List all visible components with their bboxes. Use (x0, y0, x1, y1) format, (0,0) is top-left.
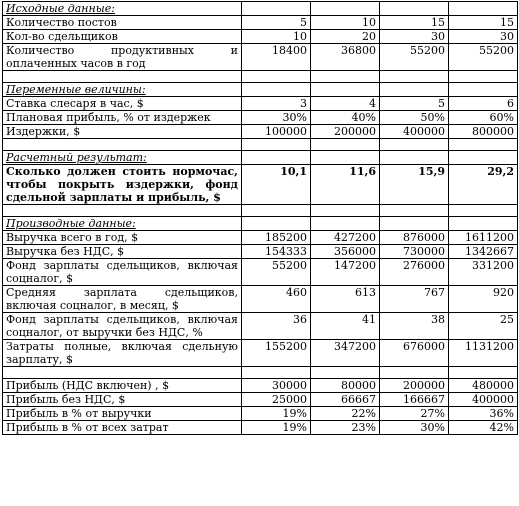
row-label: Средняя зарплата сдельщиков, включая соцналог, в месяц, $ (3, 286, 242, 313)
cell-value: 23% (311, 421, 380, 435)
cell-value: 200000 (380, 379, 449, 393)
cell-value: 18400 (242, 44, 311, 71)
cell-value: 276000 (380, 259, 449, 286)
table-row-total-costs (3, 340, 518, 367)
cell-value: 11,6 (311, 165, 380, 205)
cell-value: 331200 (449, 259, 518, 286)
cell-value: 36800 (311, 44, 380, 71)
cell-value: 66667 (311, 393, 380, 407)
table-row-profit-novat (3, 393, 518, 407)
cell-value: 55200 (242, 259, 311, 286)
section-row-initial (3, 2, 518, 16)
cell-value: 30000 (242, 379, 311, 393)
cell-value: 155200 (242, 340, 311, 367)
section-row-result (3, 151, 518, 165)
cell-value: 30 (380, 30, 449, 44)
row-label: Ставка слесаря в час, $ (3, 97, 242, 111)
row-label: Прибыль без НДС, $ (3, 393, 242, 407)
row-label: Затраты полные, включая сдельную зарплату, $ (3, 340, 242, 367)
row-label: Прибыль в % от выручки (3, 407, 242, 421)
cell-value: 1611200 (449, 231, 518, 245)
cell-value: 1131200 (449, 340, 518, 367)
cost-calculation-table (2, 1, 518, 435)
cell-value: 27% (380, 407, 449, 421)
cell-value: 427200 (311, 231, 380, 245)
table-row-profit-pct-revenue (3, 407, 518, 421)
row-label: Кол-во сдельщиков (3, 30, 242, 44)
cell-value: 22% (311, 407, 380, 421)
cell-value: 30% (242, 111, 311, 125)
cell-value: 15 (449, 16, 518, 30)
cell-value: 50% (380, 111, 449, 125)
cell-value: 147200 (311, 259, 380, 286)
section-row-derived (3, 217, 518, 231)
table-row-norm-hour (3, 165, 518, 205)
row-label: Прибыль в % от всех затрат (3, 421, 242, 435)
cell-value: 20 (311, 30, 380, 44)
cell-value: 40% (311, 111, 380, 125)
table-row-planned-profit (3, 111, 518, 125)
cell-value: 36 (242, 313, 311, 340)
cell-value: 460 (242, 286, 311, 313)
cell-value: 10 (242, 30, 311, 44)
cell-value: 38 (380, 313, 449, 340)
section-heading-initial: Исходные данные: (6, 2, 115, 15)
spacer-row (3, 139, 518, 151)
cell-value: 613 (311, 286, 380, 313)
cell-value: 30 (449, 30, 518, 44)
row-label: Количество постов (3, 16, 242, 30)
table-row-revenue-novat (3, 245, 518, 259)
cell-value: 730000 (380, 245, 449, 259)
table-row-profit-pct-costs (3, 421, 518, 435)
cell-value: 3 (242, 97, 311, 111)
cell-value: 15 (380, 16, 449, 30)
cell-value: 80000 (311, 379, 380, 393)
row-label: Фонд зарплаты сдельщиков, включая соцналог, от выручки без НДС, % (3, 313, 242, 340)
cell-value: 41 (311, 313, 380, 340)
row-label: Издержки, $ (3, 125, 242, 139)
cell-value: 30% (380, 421, 449, 435)
cell-value: 36% (449, 407, 518, 421)
table-row-posts (3, 16, 518, 30)
cell-value: 60% (449, 111, 518, 125)
cell-value: 6 (449, 97, 518, 111)
cell-value: 15,9 (380, 165, 449, 205)
table-row-avg-wage (3, 286, 518, 313)
cell-value: 480000 (449, 379, 518, 393)
row-label: Количество продуктивных и оплаченных часов в год (3, 44, 242, 71)
table-row-costs (3, 125, 518, 139)
cell-value: 19% (242, 407, 311, 421)
cell-value: 767 (380, 286, 449, 313)
table-row-wage-share (3, 313, 518, 340)
cell-value: 400000 (449, 393, 518, 407)
row-label: Выручка всего в год, $ (3, 231, 242, 245)
cell-value: 200000 (311, 125, 380, 139)
table-row-hours (3, 44, 518, 71)
row-label: Фонд зарплаты сдельщиков, включая соцналог, $ (3, 259, 242, 286)
spacer-row (3, 205, 518, 217)
cell-value: 800000 (449, 125, 518, 139)
cell-value: 920 (449, 286, 518, 313)
table-row-revenue (3, 231, 518, 245)
section-heading-variables: Переменные величины: (6, 83, 146, 96)
row-label: Сколько должен стоить нормочас, чтобы покрыть издержки, фонд сдельной зарплаты и прибыль, $ (3, 165, 242, 205)
cell-value: 25 (449, 313, 518, 340)
cell-value: 1342667 (449, 245, 518, 259)
cell-value: 100000 (242, 125, 311, 139)
cell-value: 42% (449, 421, 518, 435)
cell-value: 55200 (449, 44, 518, 71)
spacer-row (3, 367, 518, 379)
cell-value: 4 (311, 97, 380, 111)
section-heading-result: Расчетный результат: (6, 151, 147, 164)
cell-value: 676000 (380, 340, 449, 367)
cell-value: 185200 (242, 231, 311, 245)
cell-value: 356000 (311, 245, 380, 259)
table-row-rate (3, 97, 518, 111)
section-row-variables (3, 83, 518, 97)
cell-value: 5 (242, 16, 311, 30)
row-label: Плановая прибыль, % от издержек (3, 111, 242, 125)
cell-value: 876000 (380, 231, 449, 245)
cell-value: 10,1 (242, 165, 311, 205)
cell-value: 55200 (380, 44, 449, 71)
cell-value: 347200 (311, 340, 380, 367)
cell-value: 25000 (242, 393, 311, 407)
spacer-row (3, 71, 518, 83)
table-row-profit-vat (3, 379, 518, 393)
row-label: Прибыль (НДС включен) , $ (3, 379, 242, 393)
cell-value: 19% (242, 421, 311, 435)
cell-value: 166667 (380, 393, 449, 407)
cell-value: 400000 (380, 125, 449, 139)
table-row-workers (3, 30, 518, 44)
cell-value: 10 (311, 16, 380, 30)
section-heading-derived: Производные данные: (6, 217, 136, 230)
cell-value: 5 (380, 97, 449, 111)
cell-value: 154333 (242, 245, 311, 259)
row-label: Выручка без НДС, $ (3, 245, 242, 259)
table-row-wage-fund (3, 259, 518, 286)
cell-value: 29,2 (449, 165, 518, 205)
